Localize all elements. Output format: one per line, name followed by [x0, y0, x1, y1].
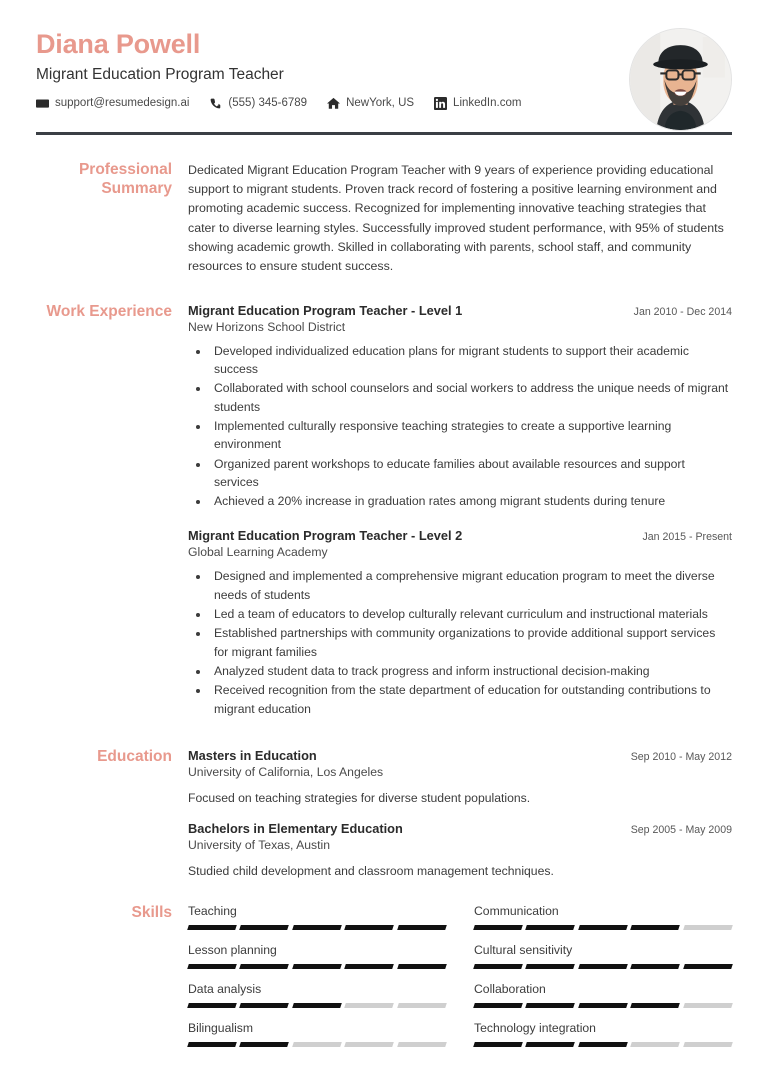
skill-name: Teaching [188, 903, 237, 918]
experience-date: Jan 2010 - Dec 2014 [633, 305, 732, 318]
home-icon [327, 97, 340, 110]
skill-rating-segment [240, 1003, 290, 1008]
skill-rating-segment [292, 925, 342, 930]
section-education [36, 722, 732, 878]
section-work-experience [36, 277, 732, 722]
skill-name: Lesson planning [188, 942, 277, 957]
skill-rating-bar [474, 1003, 732, 1008]
skill-rating-segment [473, 925, 523, 930]
header-divider [36, 132, 732, 135]
skill-rating-segment [292, 964, 342, 969]
skill-rating-segment [526, 1003, 576, 1008]
skill-item [188, 982, 446, 1021]
skill-rating-segment [683, 1003, 733, 1008]
skill-rating-segment [240, 964, 290, 969]
contact-email[interactable] [36, 97, 189, 110]
education-date: Sep 2005 - May 2009 [630, 823, 732, 836]
skill-rating-bar [188, 925, 446, 930]
experience-entry [188, 528, 732, 717]
skill-item [474, 943, 732, 982]
experience-bullet: • Implemented culturally responsive teaching strategies to create a supportive learning environment [210, 417, 732, 454]
experience-list [188, 303, 732, 722]
skill-rating-segment [240, 1042, 290, 1047]
linkedin-icon [434, 97, 447, 110]
skill-item [188, 1021, 446, 1060]
experience-bullets [188, 567, 732, 717]
skill-rating-segment [630, 964, 680, 969]
skill-name: Data analysis [188, 981, 262, 996]
experience-bullet: • Collaborated with school counselors and social workers to address the unique needs of migrant students [210, 379, 732, 416]
skill-rating-bar [188, 1042, 446, 1047]
section-professional-summary [36, 135, 732, 277]
skill-rating-segment [578, 1042, 628, 1047]
skill-rating-segment [473, 1042, 523, 1047]
experience-bullet: • Achieved a 20% increase in graduation rates among migrant students during tenure [210, 492, 732, 510]
contact-location[interactable] [327, 97, 414, 110]
contact-row [36, 97, 732, 110]
skill-rating-segment [473, 964, 523, 969]
skill-rating-segment [397, 1042, 447, 1047]
skill-rating-bar [474, 964, 732, 969]
experience-entry-header [188, 528, 732, 543]
resume-header [36, 0, 732, 135]
experience-bullet: • Led a team of educators to develop culturally relevant curriculum and instructional materials [210, 605, 732, 623]
skill-rating-segment [187, 1042, 237, 1047]
skill-item [474, 904, 732, 943]
contact-phone-text: (555) 345-6789 [228, 97, 308, 110]
contact-email-text: support@resumedesign.ai [55, 97, 190, 110]
education-description: Focused on teaching strategies for diverse student populations. [188, 790, 531, 805]
skill-item [188, 943, 446, 982]
skill-rating-segment [292, 1042, 342, 1047]
envelope-icon [36, 97, 49, 110]
education-entry-header [188, 748, 732, 763]
experience-title: Migrant Education Program Teacher - Level 2 [188, 528, 463, 544]
section-skills [36, 878, 732, 1060]
skill-rating-segment [240, 925, 290, 930]
skill-rating-segment [683, 964, 733, 969]
section-label-skills: Skills [131, 903, 172, 921]
candidate-job-title: Migrant Education Program Teacher [36, 65, 284, 83]
skill-name: Collaboration [474, 981, 546, 996]
avatar [629, 28, 732, 131]
experience-bullet: • Analyzed student data to track progress and inform instructional decision-making [210, 662, 732, 680]
education-entry [188, 748, 732, 805]
skills-grid [188, 904, 732, 1060]
education-date: Sep 2010 - May 2012 [630, 750, 732, 763]
summary-text: Dedicated Migrant Education Program Teacher with 9 years of experience providing educational support to migrant students. Proven track record of fostering a positive learning environment and promoting academic success. Recognized for implementing innovative teaching strategies that cater to diverse learning styles. Successfully improved student performance, with 95% of students showing academic growth. Skilled in collaborating with parents, school staff, and community resources to ensure student success. [188, 162, 724, 274]
skill-rating-segment [630, 925, 680, 930]
skill-rating-segment [187, 925, 237, 930]
education-entry [188, 821, 732, 878]
skill-rating-segment [397, 925, 447, 930]
skill-rating-segment [187, 1003, 237, 1008]
skill-rating-segment [526, 964, 576, 969]
education-description: Studied child development and classroom management techniques. [188, 863, 554, 878]
education-school: University of Texas, Austin [188, 837, 331, 852]
experience-entry-header [188, 303, 732, 318]
skill-rating-segment [526, 1042, 576, 1047]
skill-rating-segment [683, 1042, 733, 1047]
section-label-summary: Professional Summary [78, 160, 172, 197]
skill-name: Technology integration [474, 1020, 596, 1035]
contact-linkedin[interactable] [434, 97, 521, 110]
section-label-education: Education [97, 747, 172, 765]
experience-bullets [188, 342, 732, 511]
education-school: University of California, Los Angeles [188, 764, 384, 779]
experience-bullet: • Designed and implemented a comprehensive migrant education program to meet the diverse needs of students [210, 567, 732, 604]
skill-rating-segment [344, 1042, 394, 1047]
skill-item [474, 982, 732, 1021]
skill-rating-segment [630, 1042, 680, 1047]
skill-rating-segment [578, 964, 628, 969]
experience-bullet: • Received recognition from the state department of education for outstanding contributions to migrant education [210, 681, 732, 718]
skill-rating-bar [188, 1003, 446, 1008]
skill-rating-bar [474, 1042, 732, 1047]
skill-rating-segment [526, 925, 576, 930]
skill-rating-segment [578, 1003, 628, 1008]
skill-rating-segment [630, 1003, 680, 1008]
contact-linkedin-text: LinkedIn.com [453, 97, 522, 110]
skill-rating-segment [344, 925, 394, 930]
education-degree: Masters in Education [188, 747, 317, 763]
experience-entry [188, 303, 732, 511]
skill-rating-segment [344, 1003, 394, 1008]
skill-rating-segment [397, 1003, 447, 1008]
skill-name: Cultural sensitivity [474, 942, 573, 957]
candidate-name: Diana Powell [36, 29, 201, 59]
skill-rating-segment [292, 1003, 342, 1008]
skill-name: Bilingualism [188, 1020, 254, 1035]
experience-organization: Global Learning Academy [188, 545, 328, 560]
skill-rating-segment [187, 964, 237, 969]
skill-rating-segment [683, 925, 733, 930]
skill-rating-segment [344, 964, 394, 969]
experience-title: Migrant Education Program Teacher - Level 1 [188, 302, 463, 318]
experience-bullet: • Organized parent workshops to educate families about available resources and support services [210, 455, 732, 492]
experience-date: Jan 2015 - Present [642, 531, 732, 544]
experience-bullet: • Developed individualized education plans for migrant students to support their academic success [210, 342, 732, 379]
skill-rating-bar [474, 925, 732, 930]
contact-phone[interactable] [209, 97, 307, 110]
skill-rating-segment [578, 925, 628, 930]
education-degree: Bachelors in Elementary Education [188, 820, 403, 836]
skill-item [474, 1021, 732, 1060]
phone-icon [209, 97, 222, 110]
section-label-experience: Work Experience [46, 302, 172, 320]
education-entry-header [188, 821, 732, 836]
skill-item [188, 904, 446, 943]
skill-rating-segment [473, 1003, 523, 1008]
experience-organization: New Horizons School District [188, 319, 346, 334]
experience-bullet: • Established partnerships with community organizations to provide additional support services for migrant families [210, 624, 732, 661]
education-list [188, 748, 732, 878]
skill-rating-bar [188, 964, 446, 969]
skill-rating-segment [397, 964, 447, 969]
skill-name: Communication [474, 903, 559, 918]
contact-location-text: NewYork, US [346, 97, 415, 110]
